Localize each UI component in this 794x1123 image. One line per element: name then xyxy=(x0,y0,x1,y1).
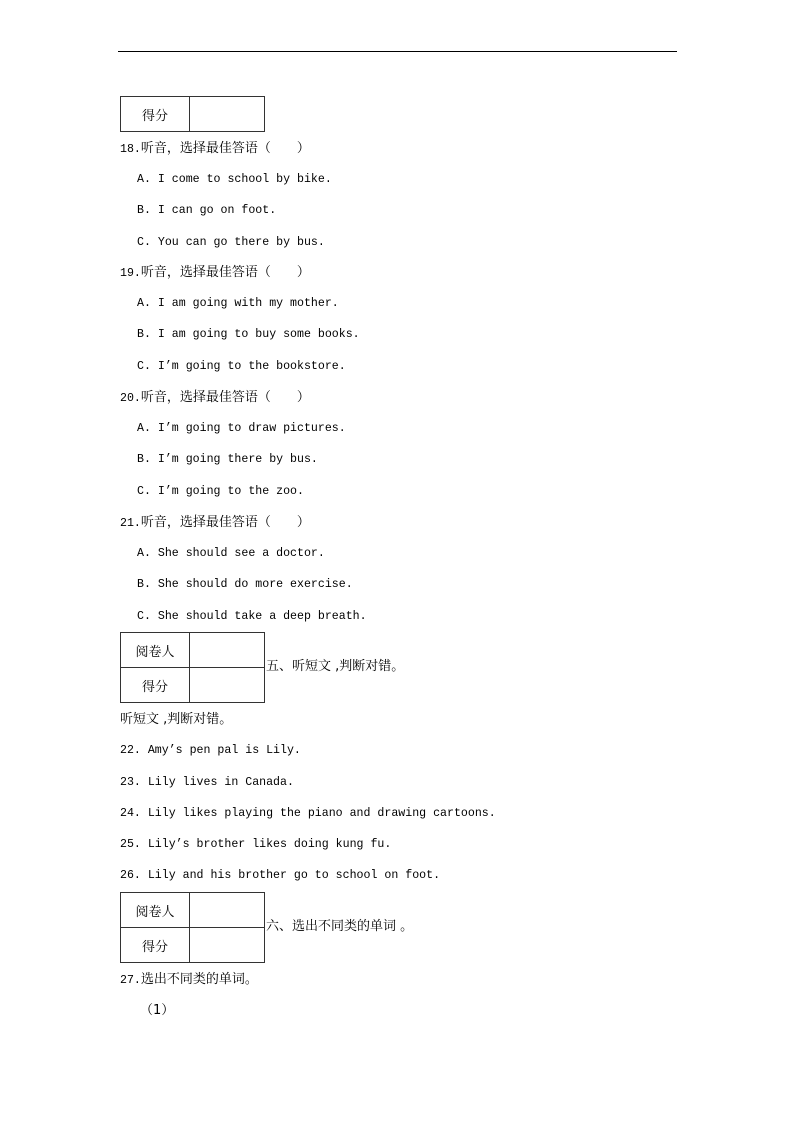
question-prompt: 听音，选择最佳答语（ ） xyxy=(140,265,310,280)
score-label: 得分 xyxy=(121,928,190,963)
answer-option: C. You can go there by bus. xyxy=(137,235,325,249)
question-18 xyxy=(120,141,310,158)
tf-item: 25. Lily’s brother likes doing kung fu. xyxy=(120,838,392,851)
section6-title: 六、选出不同类的单词 。 xyxy=(266,919,414,934)
question-prompt: 听音，选择最佳答语（ ） xyxy=(140,515,310,530)
question-number: 27. xyxy=(120,974,141,987)
tf-item: 22. Amy’s pen pal is Lily. xyxy=(120,744,301,757)
answer-option: B. She should do more exercise. xyxy=(137,578,353,592)
tf-item: 23. Lily lives in Canada. xyxy=(120,776,294,789)
answer-option: A. She should see a doctor. xyxy=(137,547,325,560)
question-19 xyxy=(120,265,310,282)
question-number: 19. xyxy=(120,267,141,280)
score-box-section6 xyxy=(120,892,265,963)
question-27 xyxy=(120,972,258,989)
question-prompt: 选出不同类的单词。 xyxy=(140,972,258,987)
question-prompt: 听音，选择最佳答语（ ） xyxy=(140,390,310,405)
question-number: 18. xyxy=(120,143,141,156)
reviewer-label: 阅卷人 xyxy=(121,893,190,928)
score-field xyxy=(190,668,265,703)
score-box xyxy=(120,96,265,132)
answer-option: B. I’m going there by bus. xyxy=(137,453,318,467)
answer-option: A. I come to school by bike. xyxy=(137,173,332,186)
score-field xyxy=(190,928,265,963)
answer-option: A. I am going with my mother. xyxy=(137,297,339,310)
reviewer-field xyxy=(190,893,265,928)
reviewer-label: 阅卷人 xyxy=(121,633,190,668)
section5-instruction: 听短文 ,判断对错。 xyxy=(120,712,233,727)
answer-option: C. She should take a deep breath. xyxy=(137,609,367,623)
question-20 xyxy=(120,390,310,407)
sub-question-label: （1） xyxy=(140,1003,175,1018)
question-number: 20. xyxy=(120,392,141,405)
score-field xyxy=(190,97,265,132)
tf-item: 26. Lily and his brother go to school on foot. xyxy=(120,869,441,882)
tf-item: 24. Lily likes playing the piano and drawing cartoons. xyxy=(120,807,496,820)
question-number: 21. xyxy=(120,517,141,530)
header-rule xyxy=(118,51,677,52)
section5-title: 五、听短文 ,判断对错。 xyxy=(266,659,405,674)
question-prompt: 听音，选择最佳答语（ ） xyxy=(140,141,310,156)
answer-option: C. I’m going to the zoo. xyxy=(137,484,304,498)
answer-option: B. I am going to buy some books. xyxy=(137,328,360,342)
answer-option: A. I’m going to draw pictures. xyxy=(137,422,346,435)
score-label: 得分 xyxy=(121,97,190,132)
question-21 xyxy=(120,515,310,532)
reviewer-field xyxy=(190,633,265,668)
answer-option: C. I’m going to the bookstore. xyxy=(137,359,346,373)
score-label: 得分 xyxy=(121,668,190,703)
score-box-section5 xyxy=(120,632,265,703)
answer-option: B. I can go on foot. xyxy=(137,204,277,218)
